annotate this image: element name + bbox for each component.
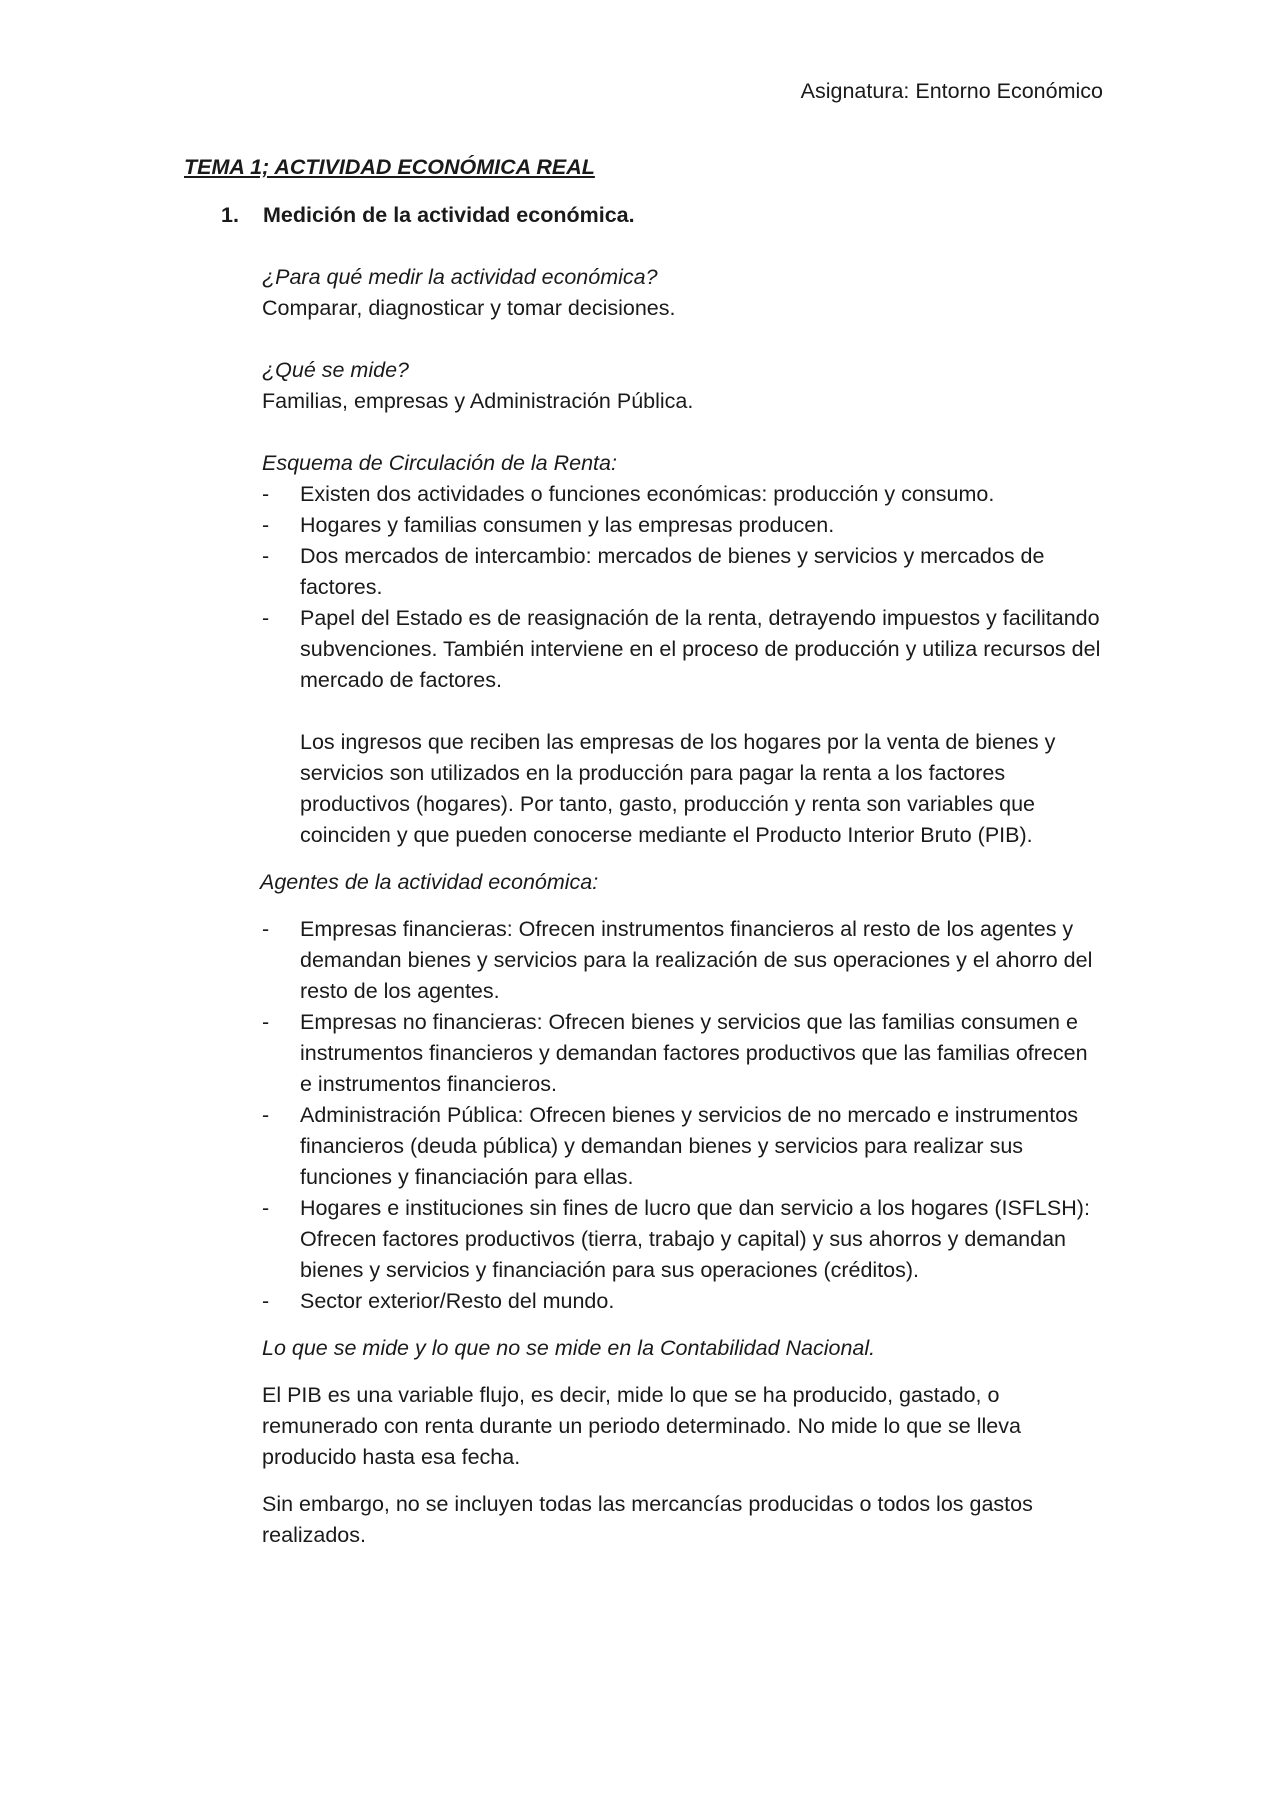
national-accounts-paragraph-1: El PIB es una variable flujo, es decir, mide lo que se ha producido, gastado, o remunerado con renta durante un periodo determinado. No mide lo que se lleva producido hasta esa fecha. (262, 1383, 1021, 1469)
list-item (262, 479, 1102, 510)
dash-bullet: - (262, 917, 270, 941)
question-why-measure: ¿Para qué medir la actividad económica? (262, 265, 658, 289)
answer-why-measure: Comparar, diagnosticar y tomar decisiones. (262, 296, 676, 320)
section-heading-text: Medición de la actividad económica. (263, 203, 635, 227)
dash-bullet: - (262, 544, 270, 568)
list-item (262, 1193, 1102, 1286)
section-heading (221, 200, 635, 231)
scheme-list (262, 479, 1102, 696)
list-item (262, 1007, 1102, 1100)
list-item-text: Hogares y familias consumen y las empresas producen. (300, 513, 835, 537)
dash-bullet: - (262, 1289, 270, 1313)
national-accounts-heading: Lo que se mide y lo que no se mide en la Contabilidad Nacional. (262, 1336, 876, 1360)
dash-bullet: - (262, 606, 270, 630)
document-title: TEMA 1; ACTIVIDAD ECONÓMICA REAL (184, 155, 595, 179)
dash-bullet: - (262, 1010, 270, 1034)
document-body (262, 262, 1102, 1551)
question-what-measured: ¿Qué se mide? (262, 358, 409, 382)
list-item (262, 603, 1102, 696)
list-item (262, 510, 1102, 541)
list-item (262, 1286, 1102, 1317)
list-item-text: Papel del Estado es de reasignación de la renta, detrayendo impuestos y facilitando subvenciones. También interviene en el proceso de producción y utiliza recursos del mercado de factores. (300, 606, 1101, 692)
dash-bullet: - (262, 1196, 270, 1220)
section-number: 1. (221, 203, 239, 227)
list-item-text: Dos mercados de intercambio: mercados de bienes y servicios y mercados de factores. (300, 544, 1045, 599)
list-item-text: Empresas no financieras: Ofrecen bienes y servicios que las familias consumen e instrumentos financieros y demandan factores productivos que las familias ofrecen e instrumentos financieros. (300, 1010, 1088, 1096)
list-item-text: Administración Pública: Ofrecen bienes y servicios de no mercado e instrumentos financieros (deuda pública) y demandan bienes y servicios para realizar sus funciones y financiación para ellas. (300, 1103, 1078, 1189)
agents-heading: Agentes de la actividad económica: (260, 870, 599, 894)
subject-header: Asignatura: Entorno Económico (800, 79, 1103, 103)
scheme-heading: Esquema de Circulación de la Renta: (262, 451, 617, 475)
list-item (262, 914, 1102, 1007)
dash-bullet: - (262, 1103, 270, 1127)
list-item-text: Hogares e instituciones sin fines de lucro que dan servicio a los hogares (ISFLSH): Ofrecen factores productivos (tierra, trabajo y capital) y sus ahorros y demandan bienes y servicios y financiación para sus operaciones (créditos). (300, 1196, 1090, 1282)
list-item-text: Existen dos actividades o funciones económicas: producción y consumo. (300, 482, 995, 506)
list-item (262, 1100, 1102, 1193)
list-item-text: Empresas financieras: Ofrecen instrumentos financieros al resto de los agentes y demandan bienes y servicios para la realización de sus operaciones y el ahorro del resto de los agentes. (300, 917, 1093, 1003)
scheme-paragraph: Los ingresos que reciben las empresas de los hogares por la venta de bienes y servicios son utilizados en la producción para pagar la renta a los factores productivos (hogares). Por tanto, gasto, producción y renta son variables que coinciden y que pueden conocerse mediante el Producto Interior Bruto (PIB). (300, 730, 1056, 847)
dash-bullet: - (262, 513, 270, 537)
answer-what-measured: Familias, empresas y Administración Pública. (262, 389, 694, 413)
list-item-text: Sector exterior/Resto del mundo. (300, 1289, 615, 1313)
dash-bullet: - (262, 482, 270, 506)
list-item (262, 541, 1102, 603)
agents-list (262, 914, 1102, 1317)
national-accounts-paragraph-2: Sin embargo, no se incluyen todas las mercancías producidas o todos los gastos realizados. (262, 1492, 1033, 1547)
